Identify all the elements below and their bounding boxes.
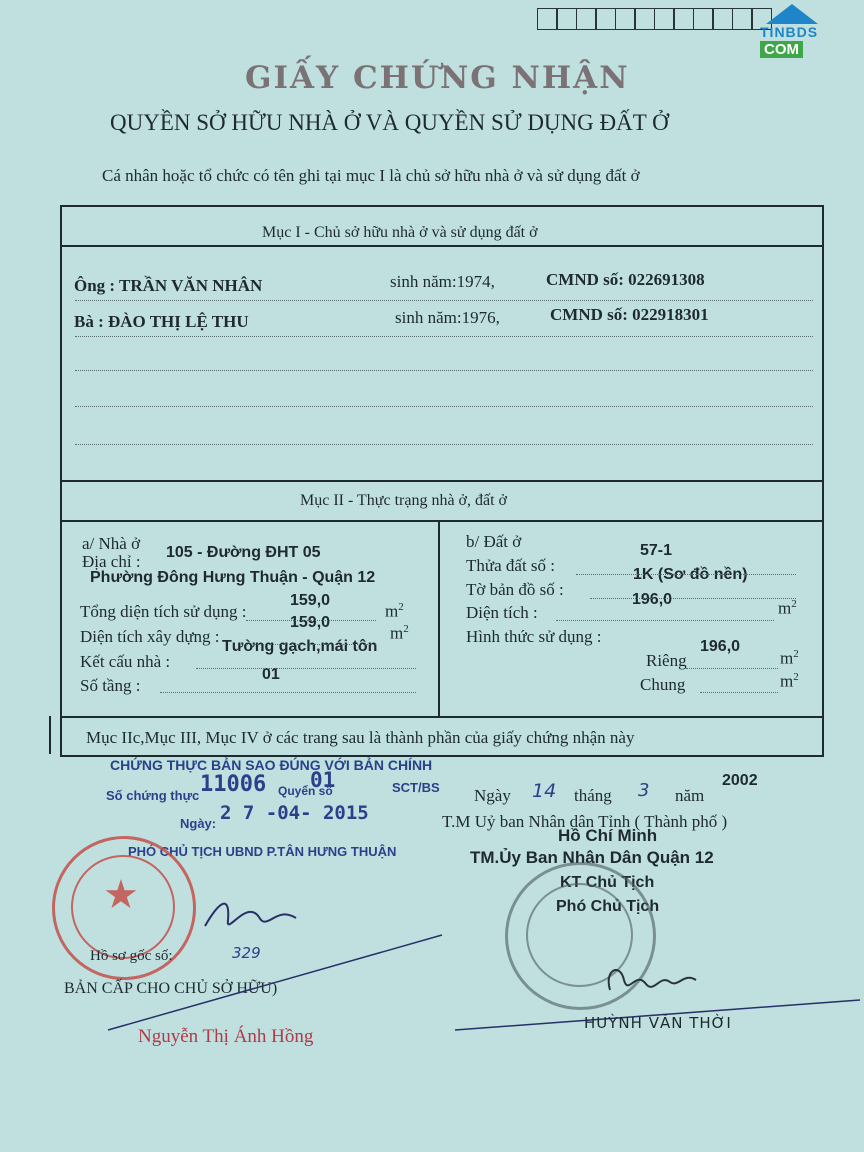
- dossier-value: 329: [232, 944, 261, 962]
- land-area-label: Diện tích :: [466, 603, 538, 622]
- cert-number-label: Số chứng thực: [106, 788, 200, 803]
- cert-date-label: Ngày:: [180, 816, 217, 831]
- document-subtitle: QUYỀN SỞ HỮU NHÀ Ở VÀ QUYỀN SỬ DỤNG ĐẤT Ở: [110, 110, 669, 135]
- section2-heading: Mục II - Thực trạng nhà ở, đất ở: [300, 492, 508, 509]
- cert-signer-name: Nguyễn Thị Ánh Hồng: [138, 1026, 314, 1047]
- issue-date-prefix: Ngày: [474, 786, 511, 805]
- area-unit: $m^2$: [780, 671, 799, 691]
- build-area-label: Diện tích xây dựng :: [80, 627, 220, 646]
- issuing-role-1: KT Chủ Tịch: [560, 874, 655, 891]
- cert-signer-title: PHÓ CHỦ TỊCH UBND P.TÂN HƯNG THUẬN: [128, 844, 397, 859]
- usage-label: Hình thức sử dụng :: [466, 627, 602, 646]
- issuing-committee: TM.Ủy Ban Nhân Dân Quận 12: [470, 848, 714, 867]
- issuing-authority: T.M Uỷ ban Nhân dân Tỉnh ( Thành phố ): [442, 812, 728, 831]
- map-value: 1K (Sơ đồ nền): [633, 566, 748, 583]
- issuing-city: Hồ Chí Minh: [558, 826, 658, 845]
- certification-heading: CHỨNG THỰC BẢN SAO ĐÚNG VỚI BẢN CHÍNH: [110, 757, 433, 773]
- document-title: GIẤY CHỨNG NHẬN: [245, 60, 630, 96]
- section1-heading: Mục I - Chủ sở hữu nhà ở và sử dụng đất ở: [262, 224, 538, 241]
- total-area-label: Tổng diện tích sử dụng :: [80, 602, 247, 621]
- structure-label: Kết cấu nhà :: [80, 652, 171, 671]
- star-icon: ★: [103, 872, 139, 918]
- section2-footer: Mục IIc,Mục III, Mục IV ở các trang sau là thành phần của giấy chứng nhận này: [86, 728, 635, 747]
- private-label: Riêng: [646, 651, 687, 670]
- plot-value: 57-1: [640, 542, 673, 559]
- area-unit: $m^2$: [385, 601, 404, 621]
- land-area-value: 196,0: [632, 591, 673, 608]
- build-area-value: 159,0: [290, 614, 331, 631]
- owner1-id: CMND số: 022691308: [546, 270, 705, 289]
- structure-value: Tường gạch,mái tôn: [222, 638, 378, 655]
- house-heading: a/ Nhà ở: [82, 534, 141, 553]
- cert-date-value: 2 7 -04- 2015: [220, 802, 369, 824]
- address-line2: Phường Đông Hưng Thuận - Quận 12: [90, 569, 376, 586]
- owner1-name: Ông : TRẦN VĂN NHÂN: [74, 276, 263, 295]
- dossier-label: Hồ sơ gốc số:: [90, 948, 173, 964]
- issue-day: 14: [532, 780, 557, 802]
- intro-text: Cá nhân hoặc tổ chức có tên ghi tại mục I là chủ sở hữu nhà ở và sử dụng đất ở: [102, 166, 640, 185]
- handwritten-signature-huynh: [600, 960, 710, 1000]
- shared-label: Chung: [640, 675, 686, 694]
- land-heading: b/ Đất ở: [466, 532, 522, 551]
- area-unit: $m^2$: [780, 648, 799, 668]
- floors-label: Số tầng :: [80, 676, 141, 695]
- address-label: Địa chỉ :: [82, 552, 141, 571]
- plot-label: Thửa đất số :: [466, 556, 556, 575]
- issue-year: 2002: [722, 772, 758, 789]
- issue-year-label: năm: [675, 786, 705, 805]
- map-label: Tờ bản đồ số :: [466, 580, 564, 599]
- cert-number-value: 11006: [200, 772, 267, 797]
- issue-month: 3: [638, 780, 650, 801]
- owner2-birth: sinh năm:1976,: [395, 308, 500, 327]
- private-value: 196,0: [700, 638, 741, 655]
- owner1-birth: sinh năm:1974,: [390, 272, 495, 291]
- issuing-signer-name: HUỲNH VĂN THỜI: [584, 1014, 732, 1032]
- owner2-name: Bà : ĐÀO THỊ LỆ THU: [74, 312, 249, 331]
- issued-to: BẢN CẤP CHO CHỦ SỞ HỮU): [64, 980, 278, 997]
- total-area-value: 159,0: [290, 592, 331, 609]
- floors-value: 01: [262, 666, 280, 683]
- logo-top-text: TINBDS: [760, 24, 819, 40]
- issuing-role-2: Phó Chủ Tịch: [556, 898, 660, 915]
- owner2-id: CMND số: 022918301: [550, 305, 709, 324]
- area-unit: $m^2$: [390, 623, 409, 643]
- area-unit: $m^2$: [778, 598, 797, 618]
- cert-book-label: Quyển số: [278, 784, 333, 798]
- cert-book-value: 01: [310, 768, 336, 792]
- address-line1: 105 - Đường ĐHT 05: [166, 544, 321, 561]
- issue-month-label: tháng: [574, 786, 612, 805]
- logo-bottom-text: COM: [760, 41, 803, 58]
- cert-suffix: SCT/BS: [392, 780, 440, 795]
